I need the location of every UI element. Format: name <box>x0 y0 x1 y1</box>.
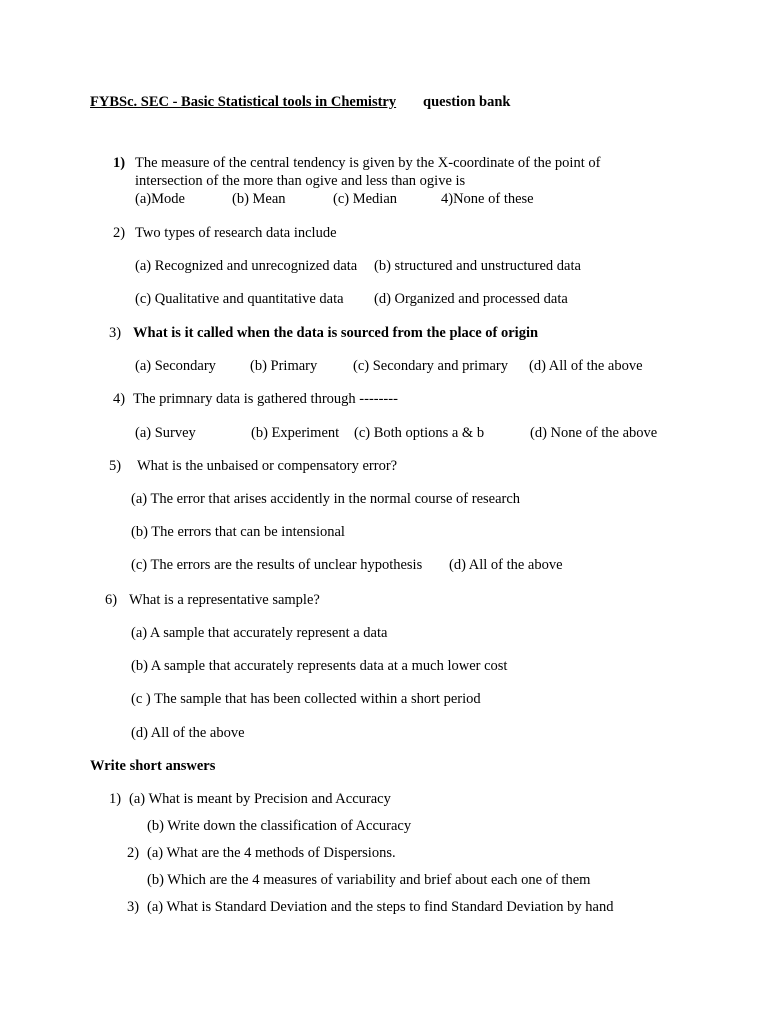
short-answer-question: (a) What is meant by Precision and Accuracy <box>129 791 391 807</box>
option: (b) The errors that can be intensional <box>131 524 345 540</box>
option: (b) Experiment <box>251 425 340 441</box>
option: (d) All of the above <box>449 557 563 573</box>
option: (b) A sample that accurately represents data at a much lower cost <box>131 658 508 674</box>
option: (c) Both options a & b <box>354 425 485 441</box>
question-number: 1) <box>113 155 126 171</box>
question-text: The measure of the central tendency is given by the X-coordinate of the point of <box>135 155 601 171</box>
option: (c) Qualitative and quantitative data <box>135 291 344 307</box>
page-subtitle: question bank <box>423 94 511 110</box>
short-answer-question: (a) What is Standard Deviation and the steps to find Standard Deviation by hand <box>147 899 614 915</box>
question-text: What is it called when the data is sourced from the place of origin <box>133 325 539 341</box>
option: (a) A sample that accurately represent a data <box>131 625 388 641</box>
short-answer-number: 3) <box>127 899 140 915</box>
short-answer-question: (a) What are the 4 methods of Dispersions. <box>147 845 396 861</box>
short-answer-number: 1) <box>109 791 122 807</box>
question-text: intersection of the more than ogive and less than ogive is <box>135 173 466 189</box>
question-number: 3) <box>109 325 122 341</box>
option: (c ) The sample that has been collected within a short period <box>131 691 481 707</box>
option: (a)Mode <box>135 191 185 207</box>
short-answer-number: 2) <box>127 845 140 861</box>
option: (d) None of the above <box>530 425 658 441</box>
option: (c) Median <box>333 191 398 207</box>
question-text: The primnary data is gathered through -------- <box>133 391 398 407</box>
option: (a) Secondary <box>135 358 216 374</box>
section-heading: Write short answers <box>90 758 216 774</box>
short-answer-question: (b) Which are the 4 measures of variability and brief about each one of them <box>147 872 591 888</box>
question-number: 4) <box>113 391 126 407</box>
option: (c) Secondary and primary <box>353 358 509 374</box>
short-answer-question: (b) Write down the classification of Accuracy <box>147 818 412 834</box>
option: (b) structured and unstructured data <box>374 258 581 274</box>
option: (a) The error that arises accidently in the normal course of research <box>131 491 521 507</box>
option: (d) All of the above <box>131 725 245 741</box>
option: (b) Mean <box>232 191 286 207</box>
option: (d) Organized and processed data <box>374 291 568 307</box>
question-number: 2) <box>113 225 126 241</box>
question-text: What is the unbaised or compensatory error? <box>137 458 398 474</box>
option: (d) All of the above <box>529 358 643 374</box>
question-text: What is a representative sample? <box>129 592 320 608</box>
question-number: 6) <box>105 592 118 608</box>
option: (a) Recognized and unrecognized data <box>135 258 358 274</box>
question-number: 5) <box>109 458 122 474</box>
option: 4)None of these <box>441 191 534 207</box>
question-text: Two types of research data include <box>135 225 337 241</box>
option: (a) Survey <box>135 425 196 441</box>
page-title: FYBSc. SEC - Basic Statistical tools in Chemistry <box>90 94 397 110</box>
option: (b) Primary <box>250 358 318 374</box>
option: (c) The errors are the results of unclear hypothesis <box>131 557 423 573</box>
